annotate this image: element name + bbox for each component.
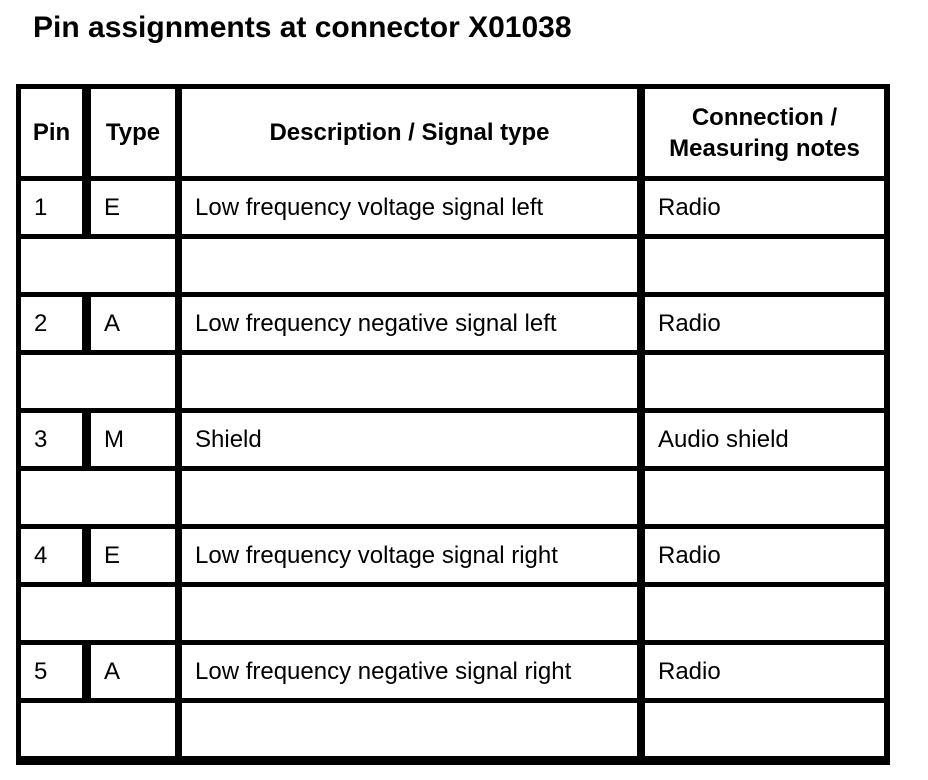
cell-notes <box>645 239 884 292</box>
cell-pin-type-blank <box>21 471 175 524</box>
header-type: Type <box>91 89 175 176</box>
cell-pin: 2 <box>21 297 82 350</box>
cell-description: Shield <box>182 413 637 466</box>
cell-notes <box>645 471 884 524</box>
cell-notes: Radio <box>645 181 884 234</box>
header-pin: Pin <box>21 89 82 176</box>
pin-assignment-table <box>16 84 890 765</box>
cell-description <box>182 471 637 524</box>
cell-type: E <box>91 529 175 582</box>
cell-type: A <box>91 297 175 350</box>
cell-notes: Audio shield <box>645 413 884 466</box>
cell-pin-type-blank <box>21 703 175 756</box>
cell-pin-type-blank <box>21 239 175 292</box>
cell-pin-type-blank <box>21 587 175 640</box>
cell-notes <box>645 355 884 408</box>
header-description: Description / Signal type <box>182 89 637 176</box>
cell-description <box>182 239 637 292</box>
cell-type: E <box>91 181 175 234</box>
cell-pin-type-blank <box>21 355 175 408</box>
cell-pin: 5 <box>21 645 82 698</box>
cell-pin: 4 <box>21 529 82 582</box>
cell-notes: Radio <box>645 297 884 350</box>
cell-notes: Radio <box>645 645 884 698</box>
cell-description: Low frequency voltage signal right <box>182 529 637 582</box>
cell-type: A <box>91 645 175 698</box>
cell-pin: 3 <box>21 413 82 466</box>
cell-description: Low frequency voltage signal left <box>182 181 637 234</box>
cell-description <box>182 355 637 408</box>
cell-notes: Radio <box>645 529 884 582</box>
header-notes: Connection / Measuring notes <box>645 89 884 176</box>
cell-type: M <box>91 413 175 466</box>
cell-notes <box>645 703 884 756</box>
page-title: Pin assignments at connector X01038 <box>33 11 572 44</box>
cell-description <box>182 703 637 756</box>
cell-description: Low frequency negative signal right <box>182 645 637 698</box>
cell-notes <box>645 587 884 640</box>
cell-pin: 1 <box>21 181 82 234</box>
cell-description <box>182 587 637 640</box>
cell-description: Low frequency negative signal left <box>182 297 637 350</box>
